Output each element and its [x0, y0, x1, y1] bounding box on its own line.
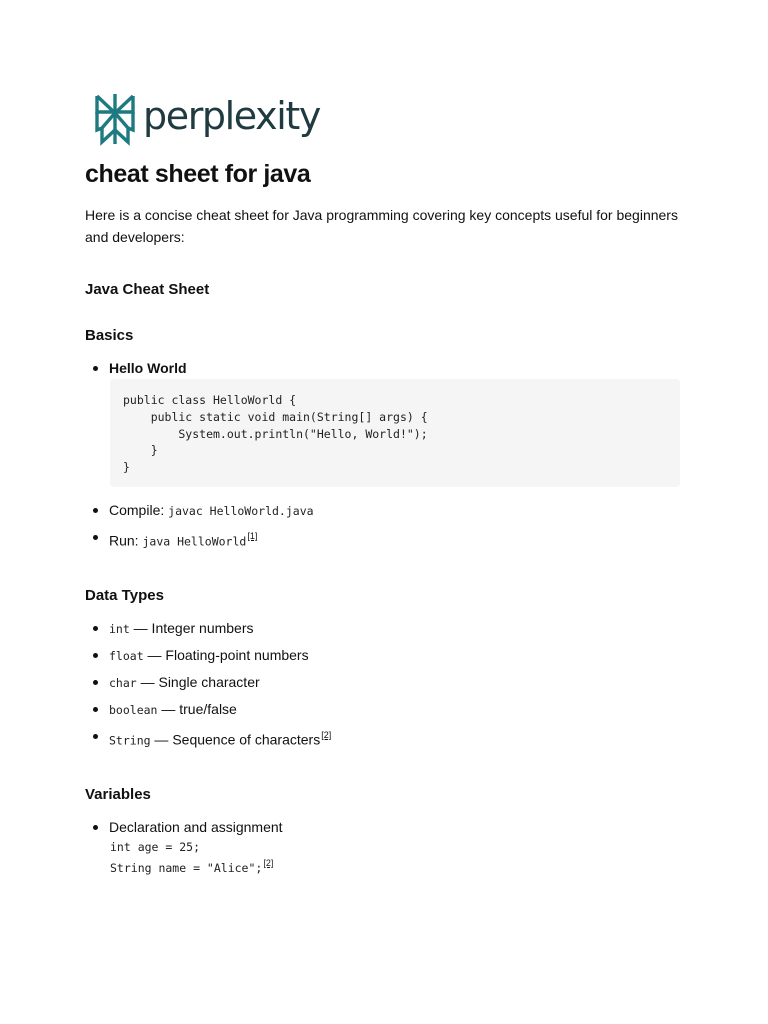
data-type-desc: — Integer numbers — [129, 620, 254, 636]
perplexity-logo — [93, 92, 320, 146]
data-type-desc: — Floating-point numbers — [143, 647, 309, 663]
data-type-text — [109, 727, 331, 750]
declaration-label: Declaration and assignment — [109, 819, 283, 835]
compile-label: Compile: — [109, 502, 169, 518]
hello-world-label: Hello World — [109, 360, 187, 376]
data-type-text — [109, 673, 260, 692]
data-type-text — [109, 700, 237, 719]
data-type-code: int — [109, 622, 130, 636]
variable-code-line: int age = 25; — [110, 840, 201, 854]
section-heading-basics: Basics — [85, 327, 134, 344]
variable-code-line-with-ref — [110, 859, 273, 875]
data-type-text — [109, 619, 254, 638]
data-type-desc: — Sequence of characters — [150, 731, 321, 748]
section-heading-variables: Variables — [85, 786, 151, 803]
citation-link[interactable]: [2] — [263, 858, 274, 868]
bullet-dot — [93, 366, 98, 371]
run-label: Run: — [109, 532, 143, 549]
data-type-text — [109, 646, 309, 665]
bullet-dot — [93, 508, 98, 513]
bullet-dot — [93, 626, 98, 631]
code-line: public class HelloWorld { — [123, 393, 297, 407]
code-line: } — [123, 460, 130, 475]
data-type-desc: — Single character — [136, 674, 260, 690]
page-title: cheat sheet for java — [85, 160, 311, 188]
code-line: System.out.println("Hello, World!"); — [123, 426, 428, 441]
perplexity-logo-icon — [93, 92, 137, 146]
code-line: public static void main(String[] args) { — [123, 409, 428, 424]
compile-code: javac HelloWorld.java — [168, 504, 314, 518]
data-type-code: float — [109, 649, 144, 663]
compile-text — [109, 501, 314, 520]
citation-link[interactable]: [2] — [321, 730, 332, 740]
code-line: } — [123, 443, 158, 458]
bullet-dot — [93, 734, 98, 739]
bullet-dot — [93, 825, 98, 830]
bullet-dot — [93, 535, 98, 540]
code-lines — [123, 392, 428, 476]
bullet-dot — [93, 707, 98, 712]
data-type-code: char — [109, 676, 137, 690]
data-type-desc: — true/false — [157, 701, 237, 717]
citation-link[interactable]: [1] — [247, 531, 258, 541]
section-heading-data-types: Data Types — [85, 587, 164, 604]
run-code: java HelloWorld — [142, 534, 247, 549]
variable-code-line: String name = "Alice"; — [110, 860, 263, 875]
hello-world-code-block — [110, 379, 680, 487]
run-text — [109, 528, 257, 551]
bullet-dot — [93, 653, 98, 658]
data-type-code: boolean — [109, 703, 158, 717]
bullet-dot — [93, 680, 98, 685]
data-type-code: String — [109, 733, 151, 748]
brand-wordmark: perplexity — [143, 94, 320, 138]
section-heading-java-cheat-sheet: Java Cheat Sheet — [85, 281, 210, 298]
intro-paragraph: Here is a concise cheat sheet for Java programming covering key concepts useful for beginners and developers: — [85, 207, 678, 245]
